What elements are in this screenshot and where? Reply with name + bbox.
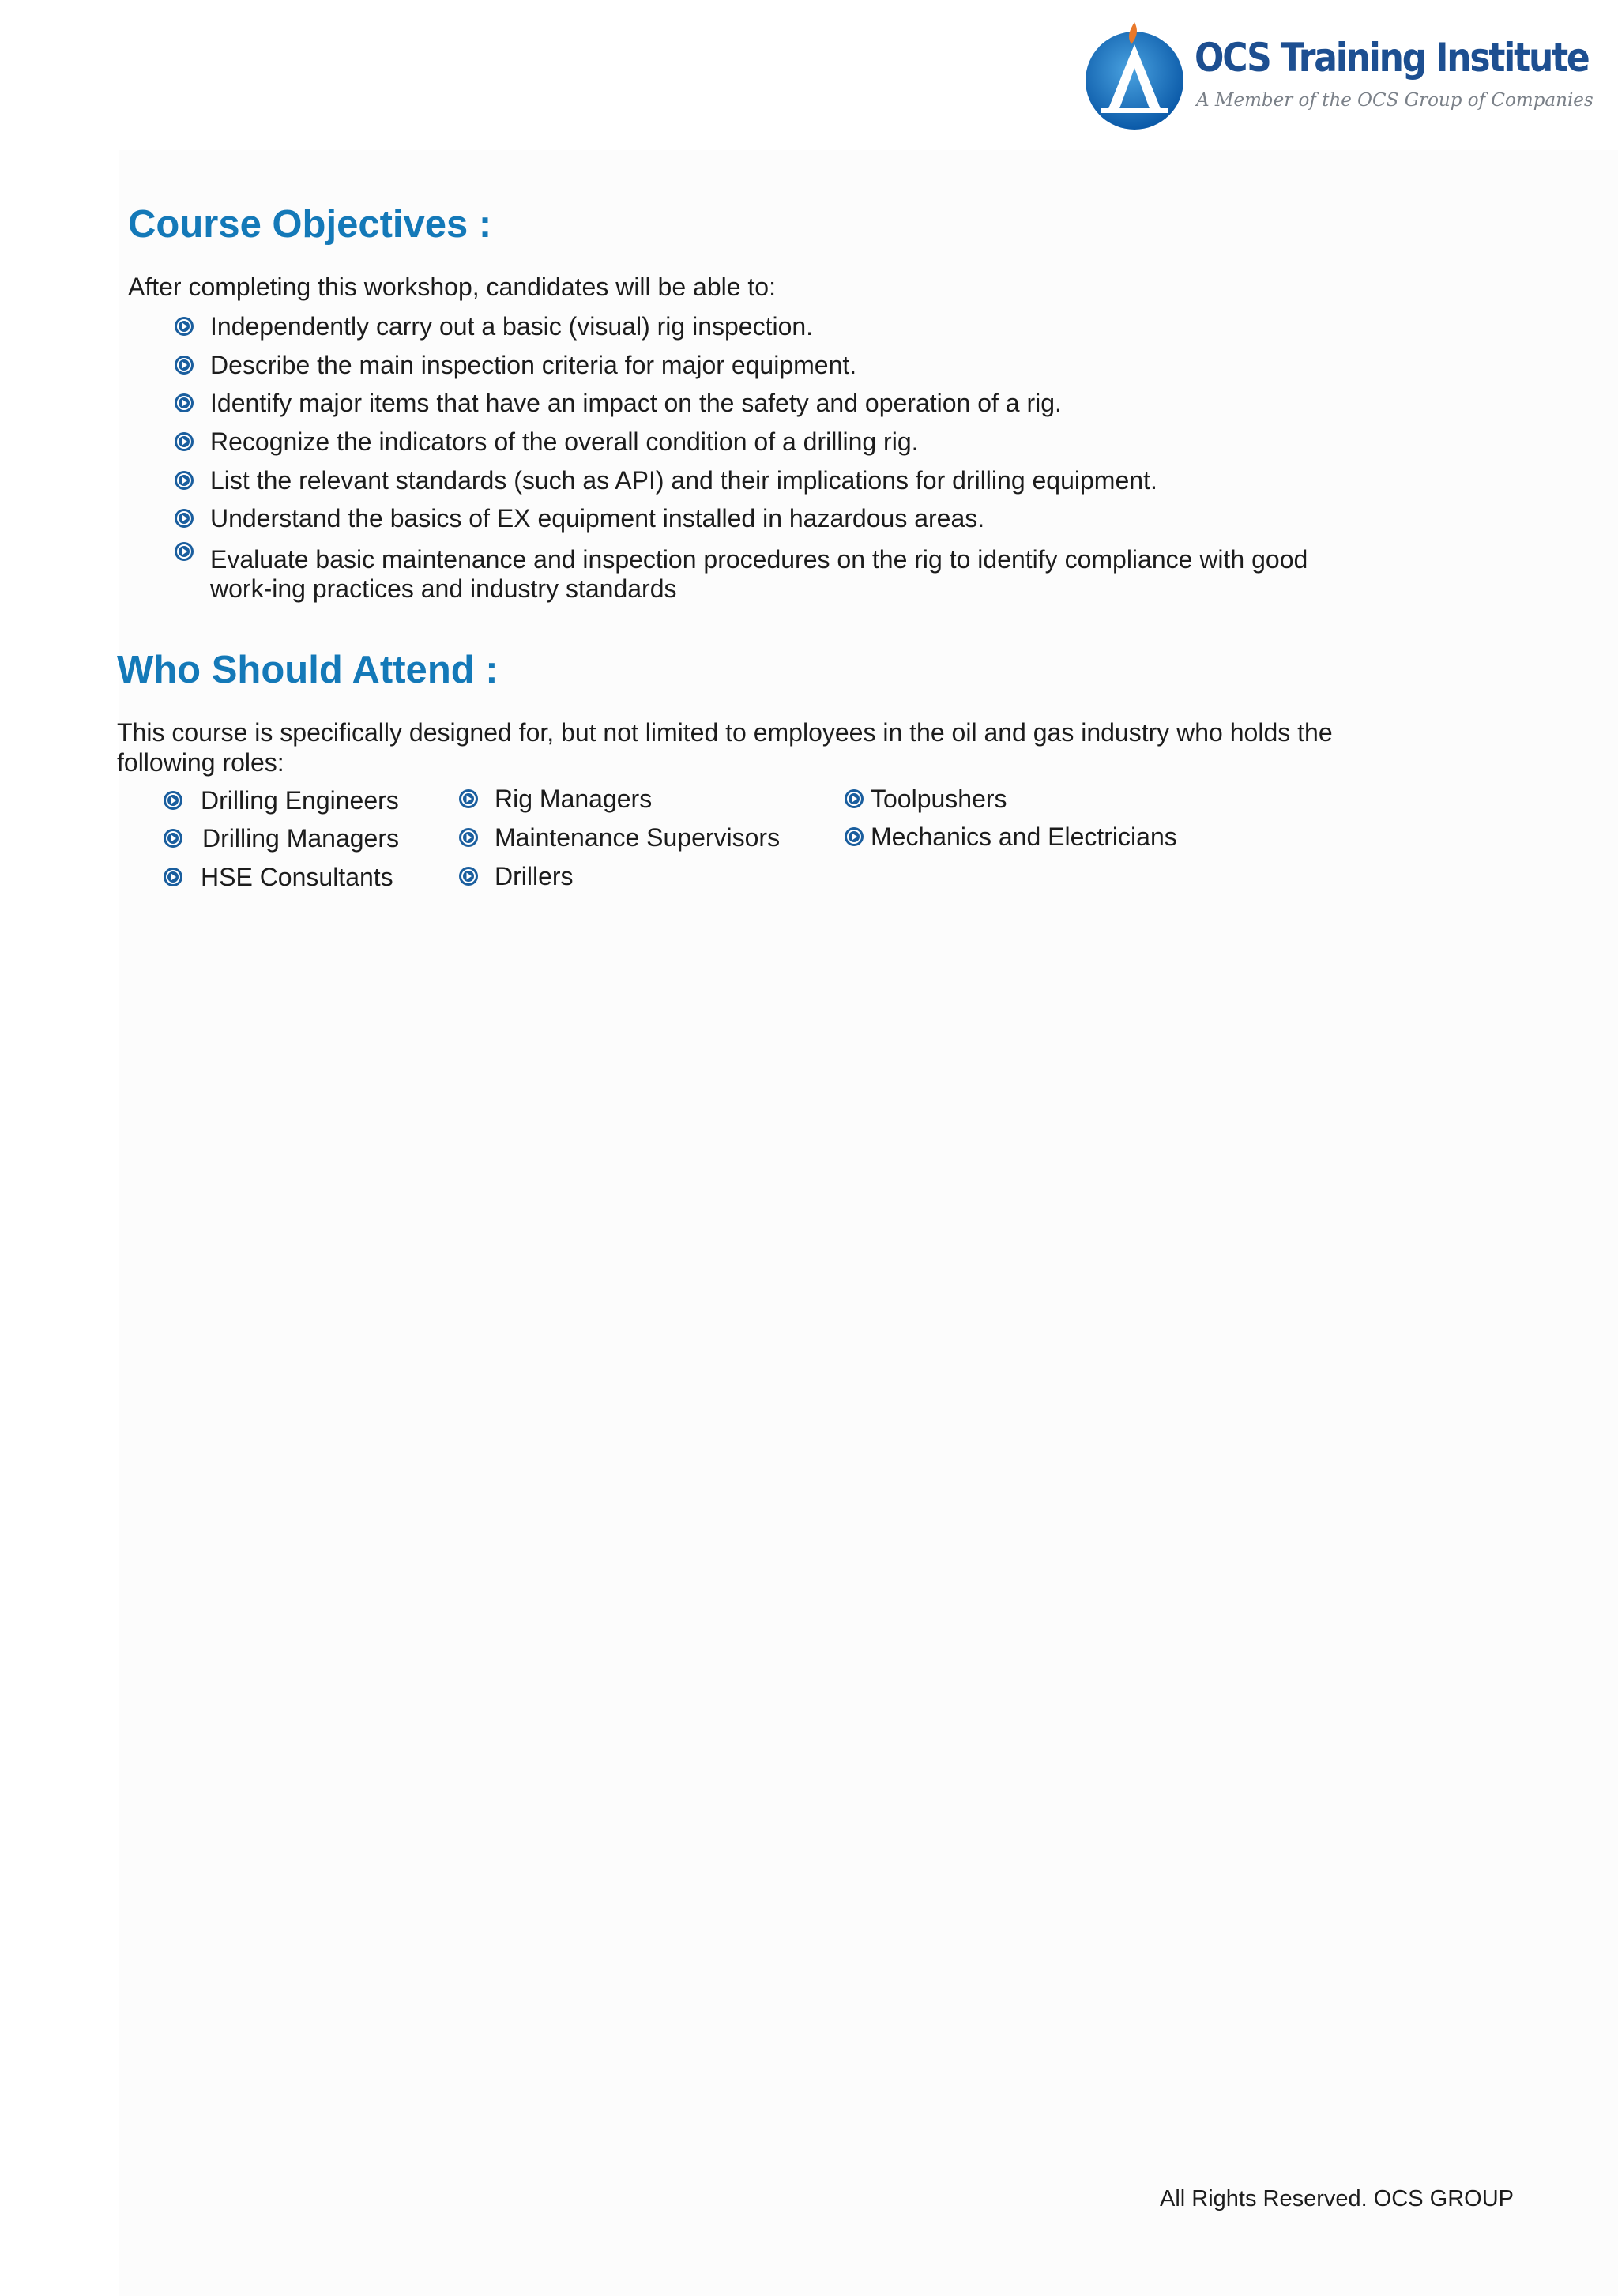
ocs-logo xyxy=(1084,22,1594,133)
play-circle-icon xyxy=(163,828,183,849)
objective-text: Evaluate basic maintenance and inspection procedures on the rig to identify compliance with good xyxy=(210,545,1308,574)
objective-text: Independently carry out a basic (visual) rig inspection. xyxy=(210,312,814,341)
play-circle-icon xyxy=(163,790,183,811)
play-circle-icon xyxy=(844,789,864,809)
play-circle-icon xyxy=(163,867,183,887)
objective-text: Recognize the indicators of the overall condition of a drilling rig. xyxy=(210,427,919,456)
objective-text: Describe the main inspection criteria for major equipment. xyxy=(210,351,857,379)
ocs-logo-icon xyxy=(1084,22,1188,133)
objective-text: Identify major items that have an impact on the safety and operation of a rig. xyxy=(210,389,1062,417)
objective-text: List the relevant standards (such as API) and their implications for drilling equipment. xyxy=(210,466,1157,495)
play-circle-icon xyxy=(174,355,194,375)
logo-title: OCS Training Institute xyxy=(1195,35,1589,81)
play-circle-icon xyxy=(174,508,194,529)
role-text: Drillers xyxy=(495,862,574,890)
logo-tagline: A Member of the OCS Group of Companies xyxy=(1196,90,1594,111)
play-circle-icon xyxy=(174,431,194,452)
role-text: Rig Managers xyxy=(495,785,653,813)
play-circle-icon xyxy=(458,827,479,848)
role-text: Drilling Managers xyxy=(202,824,399,853)
attend-heading: Who Should Attend : xyxy=(117,649,499,691)
role-text: HSE Consultants xyxy=(201,863,393,891)
play-circle-icon xyxy=(458,866,479,886)
attend-intro-line1: This course is specifically designed for, but not limited to employees in the oil and gas industry who holds the xyxy=(117,718,1333,747)
role-text: Maintenance Supervisors xyxy=(495,823,781,852)
objectives-intro: After completing this workshop, candidates will be able to: xyxy=(128,273,776,301)
role-text: Toolpushers xyxy=(871,785,1007,813)
footer-copyright: All Rights Reserved. OCS GROUP xyxy=(1159,2186,1514,2211)
play-circle-icon xyxy=(458,789,479,809)
play-circle-icon xyxy=(844,826,864,847)
role-text: Mechanics and Electricians xyxy=(871,822,1177,851)
play-circle-icon xyxy=(174,541,194,562)
role-text: Drilling Engineers xyxy=(201,786,399,815)
play-circle-icon xyxy=(174,470,194,491)
attend-intro-line2: following roles: xyxy=(117,748,284,777)
play-circle-icon xyxy=(174,316,194,337)
objective-text: Understand the basics of EX equipment installed in hazardous areas. xyxy=(210,504,985,533)
objective-text: work-ing practices and industry standards xyxy=(210,574,677,603)
play-circle-icon xyxy=(174,393,194,413)
objectives-heading: Course Objectives : xyxy=(128,203,492,246)
